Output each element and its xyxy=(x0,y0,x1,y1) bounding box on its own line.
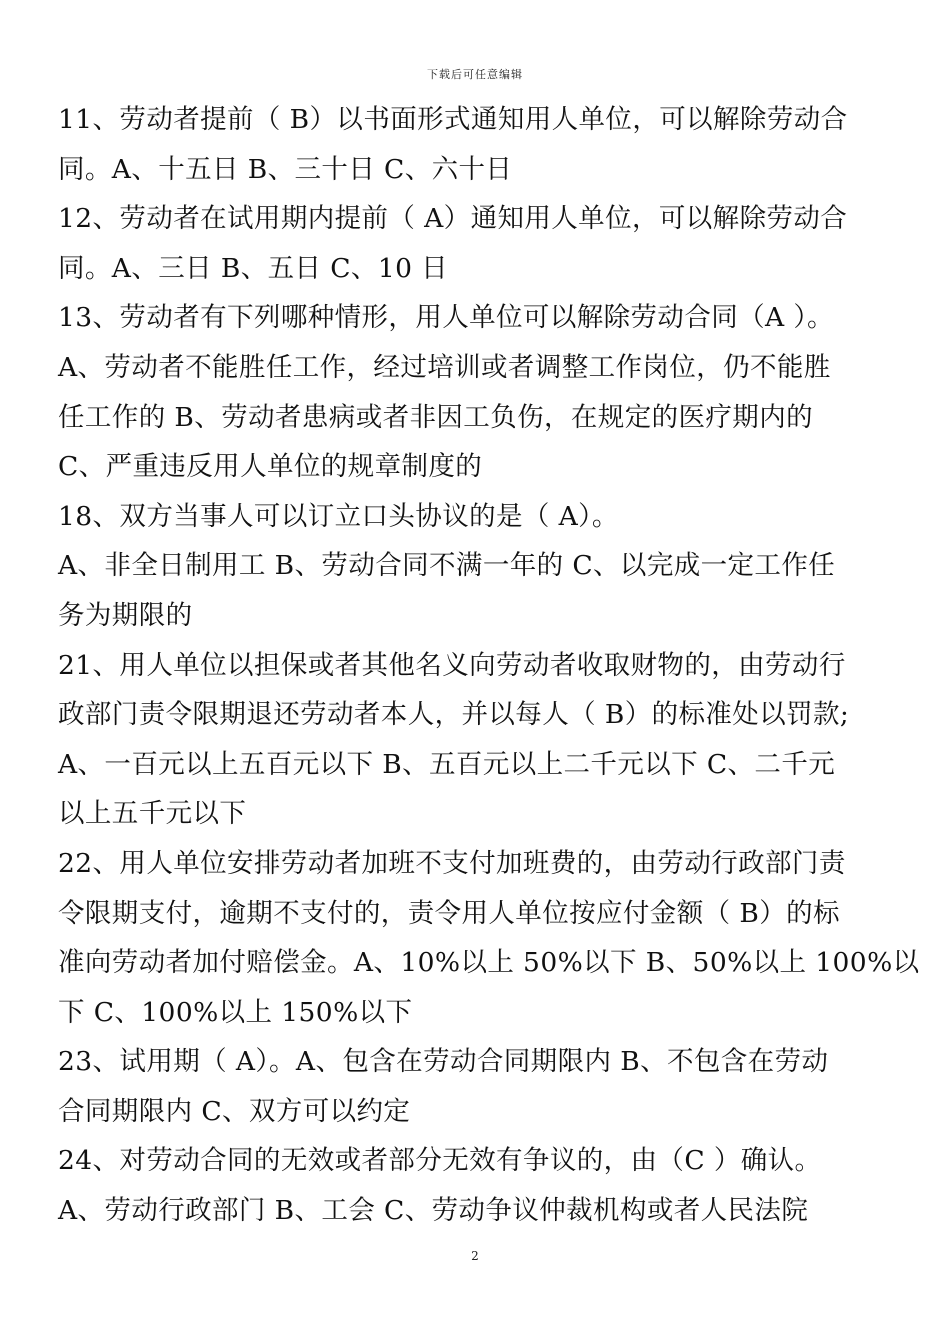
text-line: 同。A、十五日 B、三十日 C、六十日 xyxy=(58,153,513,185)
text-line: 11、劳动者提前（ B）以书面形式通知用人单位，可以解除劳动合 xyxy=(58,104,848,135)
text-line: 18、双方当事人可以订立口头协议的是（ A）。 xyxy=(58,500,619,532)
text-line: A、劳动行政部门 B、工会 C、劳动争议仲裁机构或者人民法院 xyxy=(58,1195,809,1227)
text-line: 合同期限内 C、双方可以约定 xyxy=(58,1095,411,1127)
text-line: 任工作的 B、劳动者患病或者非因工负伤，在规定的医疗期内的 xyxy=(58,401,813,433)
page-header: 下载后可任意编辑 xyxy=(427,68,523,81)
text-line: 准向劳动者加付赔偿金。A、10%以上 50%以下 B、50%以上 100%以 xyxy=(58,947,920,979)
text-line: 政部门责令限期退还劳动者本人，并以每人（ B）的标准处以罚款; xyxy=(58,699,850,731)
text-line: 同。A、三日 B、五日 C、10 日 xyxy=(58,252,449,284)
text-line: 24、对劳动合同的无效或者部分无效有争议的，由（C ）确认。 xyxy=(58,1145,822,1177)
text-line: A、一百元以上五百元以下 B、五百元以上二千元以下 C、二千元 xyxy=(58,748,836,780)
text-line: 12、劳动者在试用期内提前（ A）通知用人单位，可以解除劳动合 xyxy=(58,203,848,235)
text-line: C、严重违反用人单位的规章制度的 xyxy=(58,451,483,483)
text-line: 21、用人单位以担保或者其他名义向劳动者收取财物的，由劳动行 xyxy=(58,649,846,681)
text-line: 23、试用期（ A）。A、包含在劳动合同期限内 B、不包含在劳动 xyxy=(58,1046,829,1078)
text-line: 务为期限的 xyxy=(58,599,193,631)
text-line: A、劳动者不能胜任工作，经过培训或者调整工作岗位，仍不能胜 xyxy=(58,351,831,383)
text-line: A、非全日制用工 B、劳动合同不满一年的 C、以完成一定工作任 xyxy=(58,550,836,582)
text-line: 令限期支付，逾期不支付的，责令用人单位按应付金额（ B）的标 xyxy=(58,897,840,929)
page-number: 2 xyxy=(471,1249,479,1263)
text-line: 以上五千元以下 xyxy=(58,798,247,830)
text-line: 下 C、100%以上 150%以下 xyxy=(58,996,413,1028)
text-line: 13、劳动者有下列哪种情形，用人单位可以解除劳动合同（A ）。 xyxy=(58,302,834,334)
text-line: 22、用人单位安排劳动者加班不支付加班费的，由劳动行政部门责 xyxy=(58,847,846,879)
document-body xyxy=(58,95,938,1236)
